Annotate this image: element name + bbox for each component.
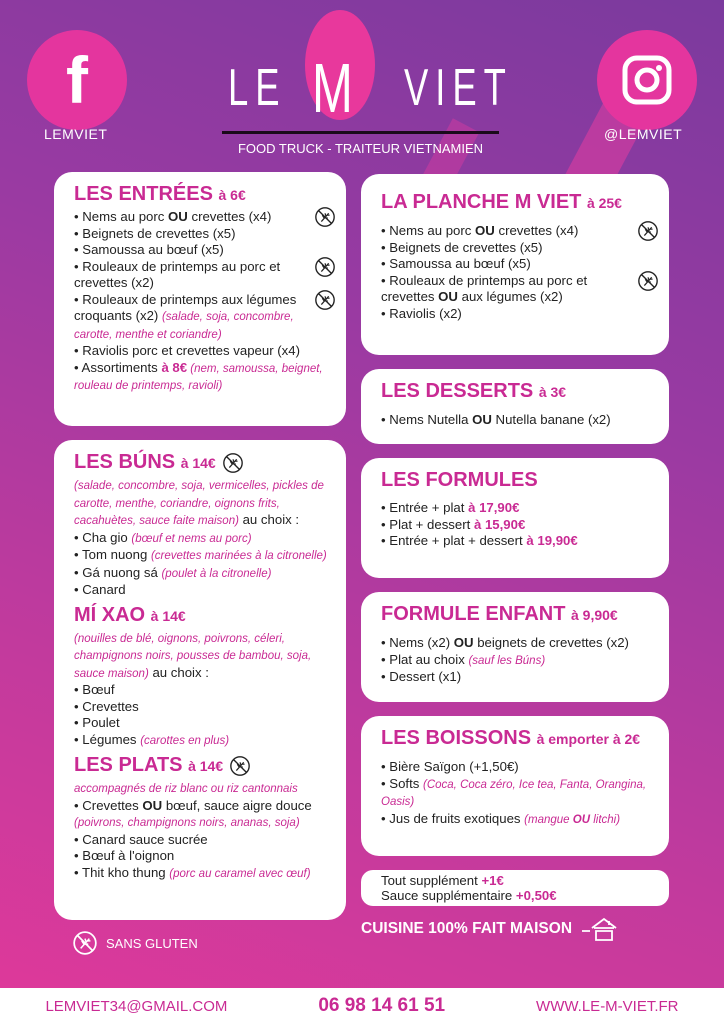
text-segment: (carottes en plus) [140,734,230,747]
text-segment: (nem, samoussa, beignet, rouleau de printemps, ravioli) [74,362,323,392]
text-segment: au choix : [148,664,209,680]
text-segment: OU [438,289,458,304]
homemade-label: CUISINE 100% FAIT MAISON [361,920,573,937]
menu-item [381,412,653,429]
card-planche [361,174,669,355]
card-plats [54,440,346,920]
text-segment: Nutella banane (x2) [491,412,611,427]
text-segment: (mangue [524,813,573,826]
text-segment: • Beignets de crevettes (x5) [74,225,236,241]
text-segment: • Rouleaux de printemps aux légumes croquants (x2) [74,291,297,323]
website-link[interactable]: WWW.LE-M-VIET.FR [536,997,679,1015]
legend-gluten-free [54,930,346,956]
instagram-label: @LEMVIET [604,126,683,142]
text-segment: • Nems au porc [381,223,476,238]
section-title [381,468,653,492]
text-segment: • Nems Nutella [381,412,473,427]
text-segment: • Bœuf à l'oignon [74,848,175,863]
card-enfant [361,592,669,702]
text-segment: • Bière Saïgon (+1,50€) [381,759,519,774]
text-segment: • Dessert (x1) [381,669,462,684]
menu-item [381,500,653,517]
menu-item [74,565,330,583]
text-segment: • Poulet [74,715,120,730]
menu-item [381,306,653,323]
gluten-free-icon [72,930,98,956]
text-segment: OU [142,797,163,813]
text-segment: • Canard [74,582,126,597]
menu-item [74,259,330,292]
menu-item [74,477,330,530]
section-title [381,602,653,627]
text-segment: (porc au caramel avec œuf) [169,867,311,880]
text-segment: • Samoussa au bœuf (x5) [381,256,531,271]
text-segment: à 8€ [161,359,188,375]
text-segment: • Beignets de crevettes (x5) [381,239,543,255]
text-segment: +1€ [481,873,504,888]
section-title [74,182,330,207]
menu-item [74,715,330,732]
text-segment: Sauce supplémentaire [381,888,516,903]
legend-gluten-free-label: SANS GLUTEN [106,935,198,951]
instagram-link[interactable] [597,30,697,130]
text-segment: à 14€ [180,455,216,471]
text-segment: • Rouleaux de printemps au porc et crevettes (x2) [74,258,281,290]
gluten-free-icon [314,289,336,311]
text-segment: • Canard sauce sucrée [74,831,208,847]
text-segment: • Raviolis (x2) [381,305,462,321]
text-segment: • Plat + dessert [381,516,474,532]
menu-item [74,630,330,683]
menu-item [74,209,330,226]
instagram-icon [621,54,673,106]
menu-item [74,343,330,360]
text-segment: FORMULE ENFANT [381,603,571,625]
menu-item [74,582,330,599]
gluten-free-icon [222,452,244,474]
card-desserts [361,369,669,444]
text-segment: • Samoussa au bœuf (x5) [74,242,224,257]
menu-item [74,360,330,395]
text-segment: • Gá nuong sá [74,564,162,580]
text-segment: OU [168,209,188,224]
menu-item [381,223,653,240]
menu-item [74,242,330,259]
menu-item [74,292,330,344]
menu-item [381,888,649,903]
text-segment: (salade, soja, concombre, carotte, menthe et coriandre) [74,311,294,341]
text-segment: • Cha gio [74,529,132,545]
logo: LE M VIET [222,40,502,120]
text-segment: +0,50€ [515,888,557,903]
text-segment: • Softs [381,775,423,791]
text-segment: beignets de crevettes (x2) [473,635,629,650]
section-title [74,450,330,475]
text-segment: • Bœuf [74,682,115,697]
text-segment: • Crevettes [74,698,139,714]
text-segment: (bœuf et nems au porc) [131,532,252,545]
footer [0,988,724,1024]
text-segment: • Crevettes [74,797,143,813]
email-link[interactable]: LEMVIET34@GMAIL.COM [45,997,228,1015]
text-segment: LES ENTRÉES [74,183,219,205]
menu-item [74,732,330,750]
text-segment: • Plat au choix [381,651,469,667]
text-segment: accompagnés de riz blanc ou riz cantonnais [74,783,298,795]
menu-item [381,873,649,888]
gluten-free-icon [229,755,251,777]
text-segment: à 14€ [188,758,224,774]
text-segment: • Jus de fruits exotiques [381,810,525,826]
text-segment: • Rouleaux de printemps au porc et crevettes [381,272,588,304]
text-segment: Tout supplément [381,873,482,888]
menu-item [74,780,330,798]
text-segment: à 19,90€ [526,533,578,548]
facebook-icon: f [66,43,88,117]
card-boissons [361,716,669,856]
menu-item [381,776,653,811]
section-title [381,190,653,215]
text-segment: • Tom nuong [74,547,151,562]
section-title [74,603,330,628]
menu-item [74,848,330,865]
text-segment: LES FORMULES [381,469,538,491]
facebook-label: LEMVIET [44,126,108,142]
menu-item [74,547,330,565]
menu-item [381,652,653,670]
homemade-banner [361,916,669,942]
text-segment: (poulet à la citronelle) [161,567,272,580]
menu-item [381,533,653,550]
text-segment: OU [472,412,492,427]
menu-item [74,226,330,243]
section-title [381,726,653,751]
menu-item [381,240,653,257]
text-segment: • Nems au porc [74,209,169,224]
text-segment: • Entrée + plat [381,500,469,515]
phone-link[interactable]: 06 98 14 61 51 [318,995,446,1016]
menu-item [74,865,330,883]
text-segment: OU [475,223,495,238]
text-segment: à 6€ [218,187,246,203]
menu-item [381,635,653,652]
house-icon [580,916,620,942]
tagline: FOOD TRUCK - TRAITEUR VIETNAMIEN [237,141,484,156]
section-title [381,379,653,404]
menu-item [74,530,330,548]
text-segment: OU [572,813,591,826]
text-segment: LES BÚNS [74,451,181,473]
gluten-free-icon [314,256,336,278]
text-segment: à 17,90€ [468,500,520,515]
facebook-link[interactable] [27,30,127,130]
menu-item [74,798,330,832]
menu-item [381,517,653,534]
text-segment: à 15,90€ [473,516,526,532]
text-segment: à 25€ [586,195,622,211]
text-segment: • Assortiments [74,359,162,375]
menu-item [381,811,653,829]
text-segment: LES PLATS [74,754,189,776]
text-segment: • Thit kho thung [74,864,170,880]
text-segment: bœuf, sauce aigre douce [162,797,312,813]
text-segment: • Raviolis porc et crevettes vapeur (x4) [74,343,300,358]
text-segment: aux légumes (x2) [457,289,563,304]
divider [222,131,499,134]
text-segment: (Coca, Coca zéro, Ice tea, Fanta, Orangina, Oasis) [381,778,647,808]
text-segment: OU [453,635,474,650]
menu-item [381,759,653,776]
text-segment: LES DESSERTS [381,380,539,402]
text-segment: • Légumes [74,731,141,747]
text-segment: à 9,90€ [571,607,618,623]
text-segment: à 14€ [150,607,186,624]
text-segment: • Entrée + plat + dessert [381,533,527,548]
text-segment: crevettes (x4) [187,209,272,224]
menu-item [74,682,330,699]
menu-item [74,832,330,849]
left-column [54,172,346,956]
card-formules [361,458,669,578]
card-entrees [54,172,346,426]
text-segment: LA PLANCHE M VIET [381,191,587,213]
text-segment: (crevettes marinées à la citronelle) [150,550,327,562]
text-segment: MÍ XAO [74,603,151,626]
text-segment: (sauf les Búns) [468,654,546,667]
text-segment: (poivrons, champignons noirs, ananas, soja) [74,817,300,829]
menu-item [381,256,653,273]
menu-item [74,699,330,716]
text-segment: au choix : [238,512,300,527]
text-segment: à 3€ [538,384,567,400]
menu-item [381,273,653,306]
section-title [74,753,330,778]
text-segment: litchi) [590,813,621,826]
text-segment: • Nems (x2) [381,635,454,650]
card-supplements [361,870,669,906]
text-segment: crevettes (x4) [494,223,579,238]
text-segment: (salade, concombre, soja, vermicelles, pickles de carotte, menthe, coriandre, oignons frits, cacahuètes, sauce faite maison) [74,480,324,527]
menu-item [381,669,653,686]
right-column [361,174,669,942]
gluten-free-icon [637,270,659,292]
text-segment: (nouilles de blé, oignons, poivrons, céleri, champignons noirs, pousses de bambou, soja, sauce maison) [74,632,312,680]
text-segment: LES BOISSONS [381,727,537,749]
text-segment: à emporter à 2€ [536,731,641,747]
